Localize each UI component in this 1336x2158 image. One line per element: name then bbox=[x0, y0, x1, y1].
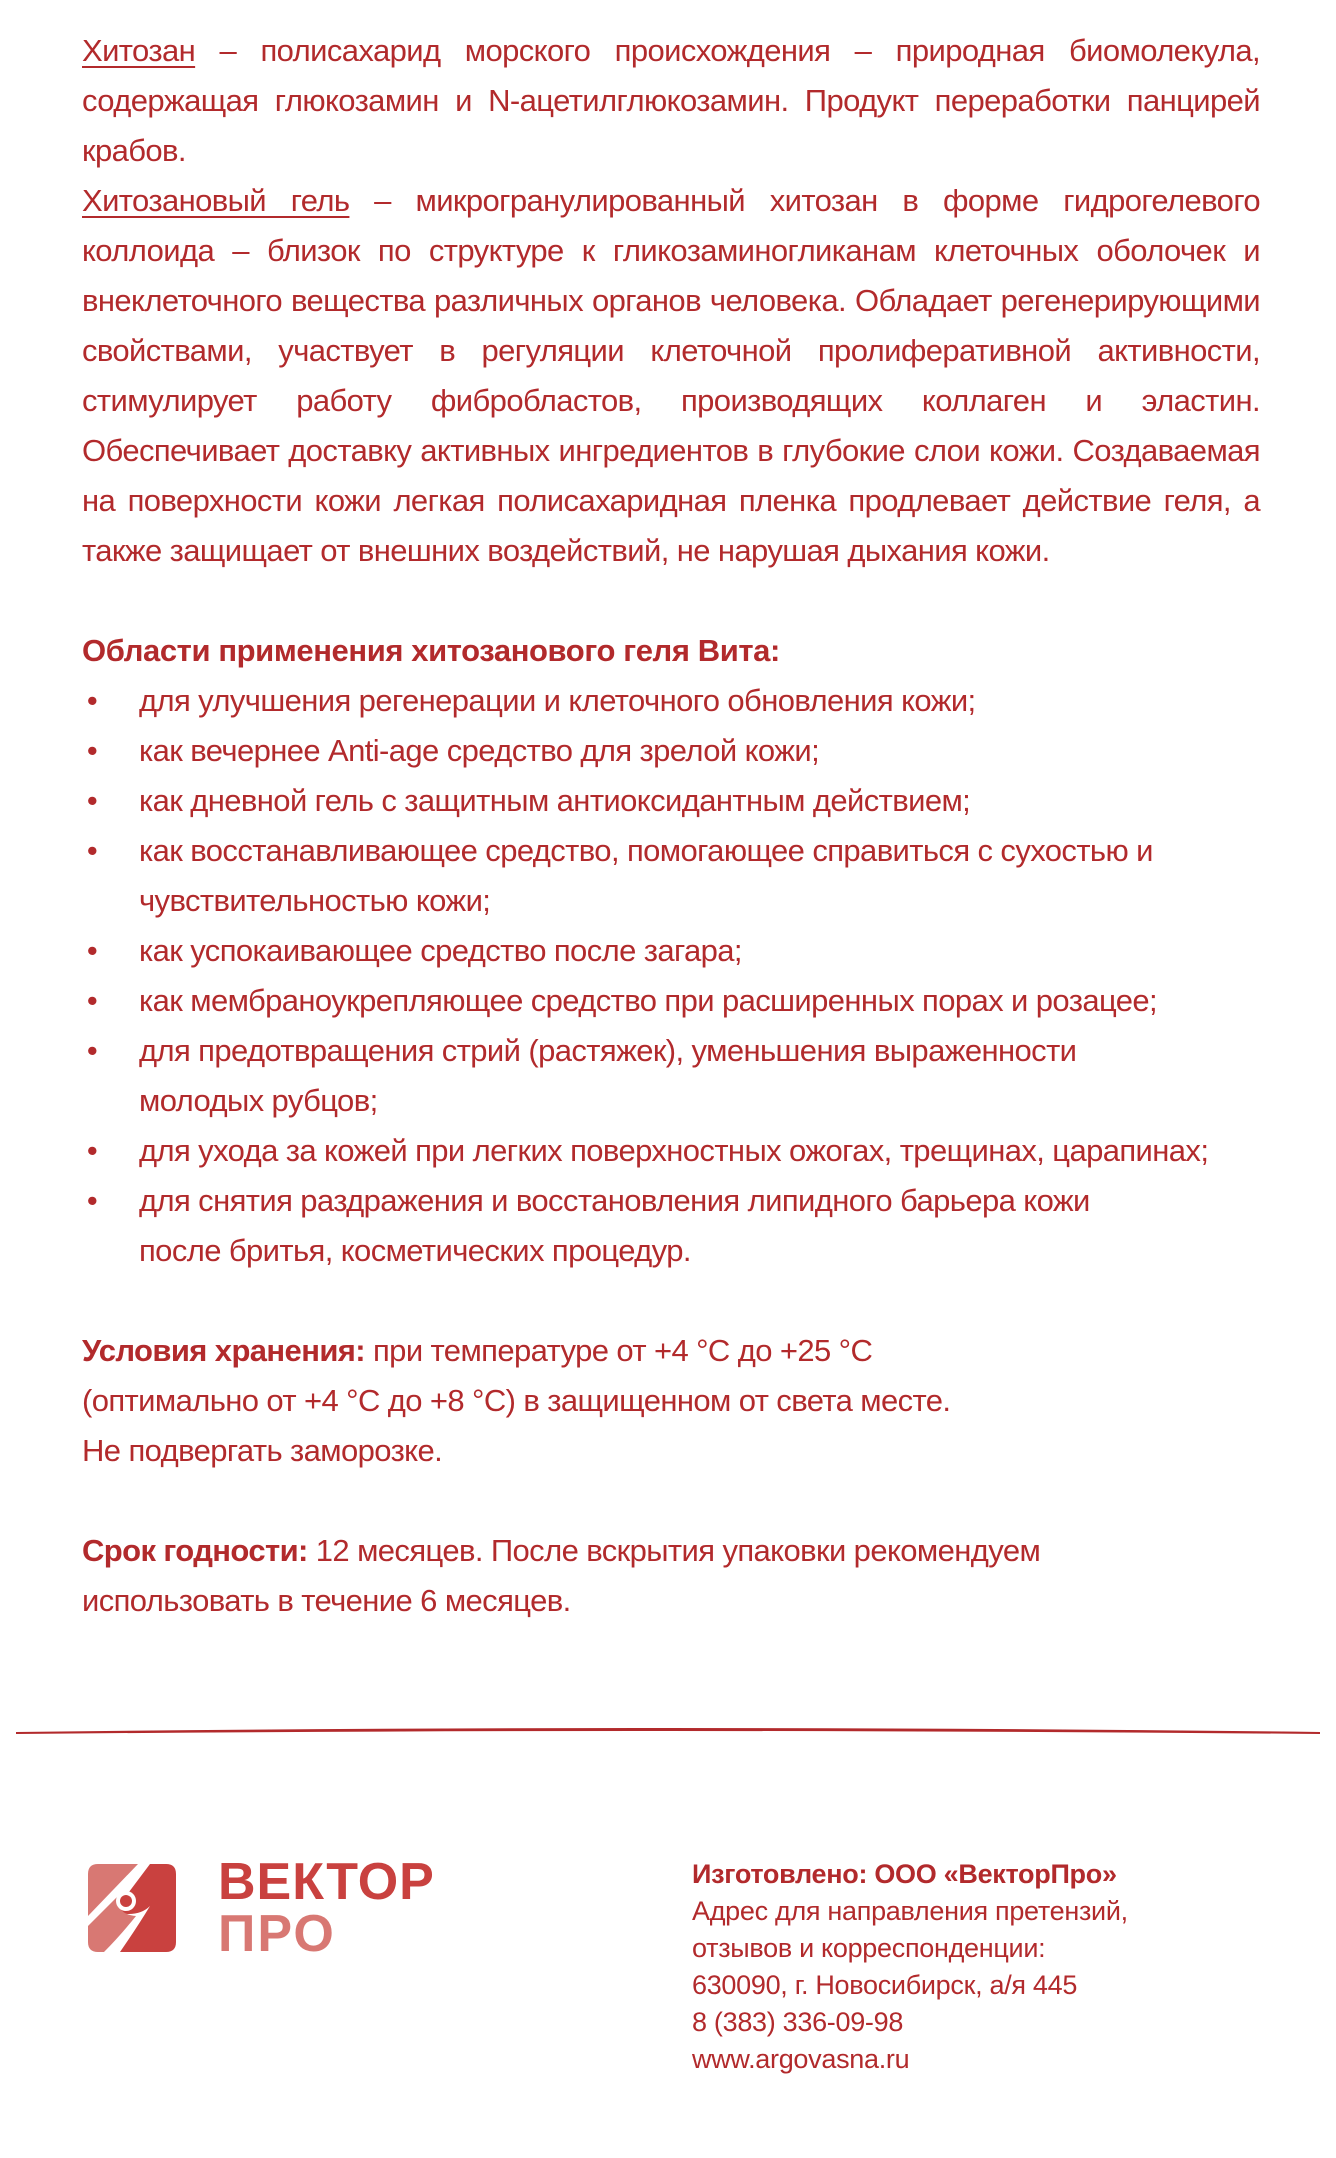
postal-address: 630090, г. Новосибирск, а/я 445 bbox=[692, 1970, 1078, 2000]
list-item bbox=[82, 676, 1260, 726]
gel-paragraph bbox=[82, 176, 1260, 576]
document-body bbox=[82, 26, 1260, 1626]
gel-definition: – микрогранулированный хитозан в форме гидрогелевого коллоида – близок по структуре к гликозаминогликанам клеточных оболочек и внеклеточного вещества различных органов человека. Обладает регенерирующими свойствами, участвует в регуляции клеточной пролиферативной активности, стимулирует работу фибробластов, производящих коллаген и эластин. Обеспечивает доставку активных ингредиентов в глубокие слои кожи. Создаваемая на поверхности кожи легкая полисахаридная пленка продлевает действие геля, а также защищает от внешних воздействий, не нарушая дыхания кожи. bbox=[82, 183, 1260, 568]
list-item bbox=[82, 776, 1260, 826]
bullet-icon: • bbox=[86, 733, 98, 768]
logo-mark-icon bbox=[80, 1856, 184, 1960]
shelf-life-section bbox=[82, 1526, 1260, 1626]
list-item-text: для ухода за кожей при легких поверхностных ожогах, трещинах, царапинах; bbox=[139, 1133, 1209, 1168]
list-item-text: как вечернее Anti-age средство для зрелой кожи; bbox=[139, 733, 820, 768]
list-item-text: как дневной гель с защитным антиоксидантным действием; bbox=[139, 783, 971, 818]
bullet-icon: • bbox=[86, 833, 98, 868]
address-line: Адрес для направления претензий, bbox=[692, 1896, 1128, 1926]
shelf-life-label: Срок годности: bbox=[82, 1533, 308, 1568]
chitosan-paragraph bbox=[82, 26, 1260, 176]
storage-line bbox=[82, 1326, 1260, 1376]
manufacturer-block bbox=[692, 1856, 1292, 2078]
divider-stroke bbox=[16, 1728, 1320, 1734]
spacer bbox=[82, 576, 1260, 626]
phone-number: 8 (383) 336-09-98 bbox=[692, 2007, 904, 2037]
logo-word-pro: ПРО bbox=[218, 1905, 336, 1963]
storage-label: Условия хранения: bbox=[82, 1333, 365, 1368]
gel-term: Хитозановый гель bbox=[82, 183, 350, 218]
list-item bbox=[82, 726, 1260, 776]
bullet-icon: • bbox=[86, 933, 98, 968]
vector-pro-logo bbox=[80, 1853, 480, 1976]
logo-word-vector: ВЕКТОР bbox=[218, 1853, 435, 1911]
bullet-icon: • bbox=[86, 983, 98, 1018]
list-item bbox=[82, 1176, 1260, 1276]
divider-line bbox=[16, 1722, 1320, 1738]
bullet-icon: • bbox=[86, 1133, 98, 1168]
list-item-text: для предотвращения стрий (растяжек), уменьшения выраженности молодых рубцов; bbox=[139, 1033, 1077, 1118]
bullet-icon: • bbox=[86, 1183, 98, 1218]
spacer bbox=[82, 1476, 1260, 1526]
shelf-life-months: 12 месяцев. После вскрытия упаковки рекомендуем bbox=[307, 1533, 1041, 1568]
chitosan-term: Хитозан bbox=[82, 33, 196, 68]
storage-no-freeze: Не подвергать заморозке. bbox=[82, 1433, 443, 1468]
bullet-icon: • bbox=[86, 1033, 98, 1068]
shelf-life-line bbox=[82, 1526, 1260, 1576]
bullet-icon: • bbox=[86, 783, 98, 818]
list-item-text: как восстанавливающее средство, помогающее справиться с сухостью и чувствительностью кожи; bbox=[139, 833, 1153, 918]
shelf-life-after-opening: использовать в течение 6 месяцев. bbox=[82, 1583, 571, 1618]
address-line: отзывов и корреспонденции: bbox=[692, 1933, 1046, 1963]
list-item bbox=[82, 976, 1260, 1026]
uses-heading: Области применения хитозанового геля Вита: bbox=[82, 633, 780, 668]
list-item bbox=[82, 826, 1260, 926]
manufacturer-title: Изготовлено: ООО «ВекторПро» bbox=[692, 1859, 1117, 1889]
list-item bbox=[82, 926, 1260, 976]
storage-optimal: (оптимально от +4 °С до +8 °С) в защищенном от света месте. bbox=[82, 1383, 951, 1418]
list-item-text: как мембраноукрепляющее средство при расширенных порах и розацее; bbox=[139, 983, 1158, 1018]
list-item bbox=[82, 1126, 1260, 1176]
website-link[interactable]: www.argovasna.ru bbox=[692, 2044, 910, 2074]
list-item-text: как успокаивающее средство после загара; bbox=[139, 933, 742, 968]
list-item-text: для снятия раздражения и восстановления липидного барьера кожи после бритья, косметических процедур. bbox=[139, 1183, 1090, 1268]
chitosan-definition: – полисахарид морского происхождения – природная биомолекула, содержащая глюкозамин и N-ацетилглюкозамин. Продукт переработки панцирей крабов. bbox=[82, 33, 1260, 168]
uses-list bbox=[82, 676, 1260, 1276]
list-item-text: для улучшения регенерации и клеточного обновления кожи; bbox=[139, 683, 976, 718]
spacer bbox=[82, 1276, 1260, 1326]
list-item bbox=[82, 1026, 1260, 1126]
storage-section bbox=[82, 1326, 1260, 1476]
bullet-icon: • bbox=[86, 683, 98, 718]
storage-temperature: при температуре от +4 °С до +25 °С bbox=[364, 1333, 873, 1368]
